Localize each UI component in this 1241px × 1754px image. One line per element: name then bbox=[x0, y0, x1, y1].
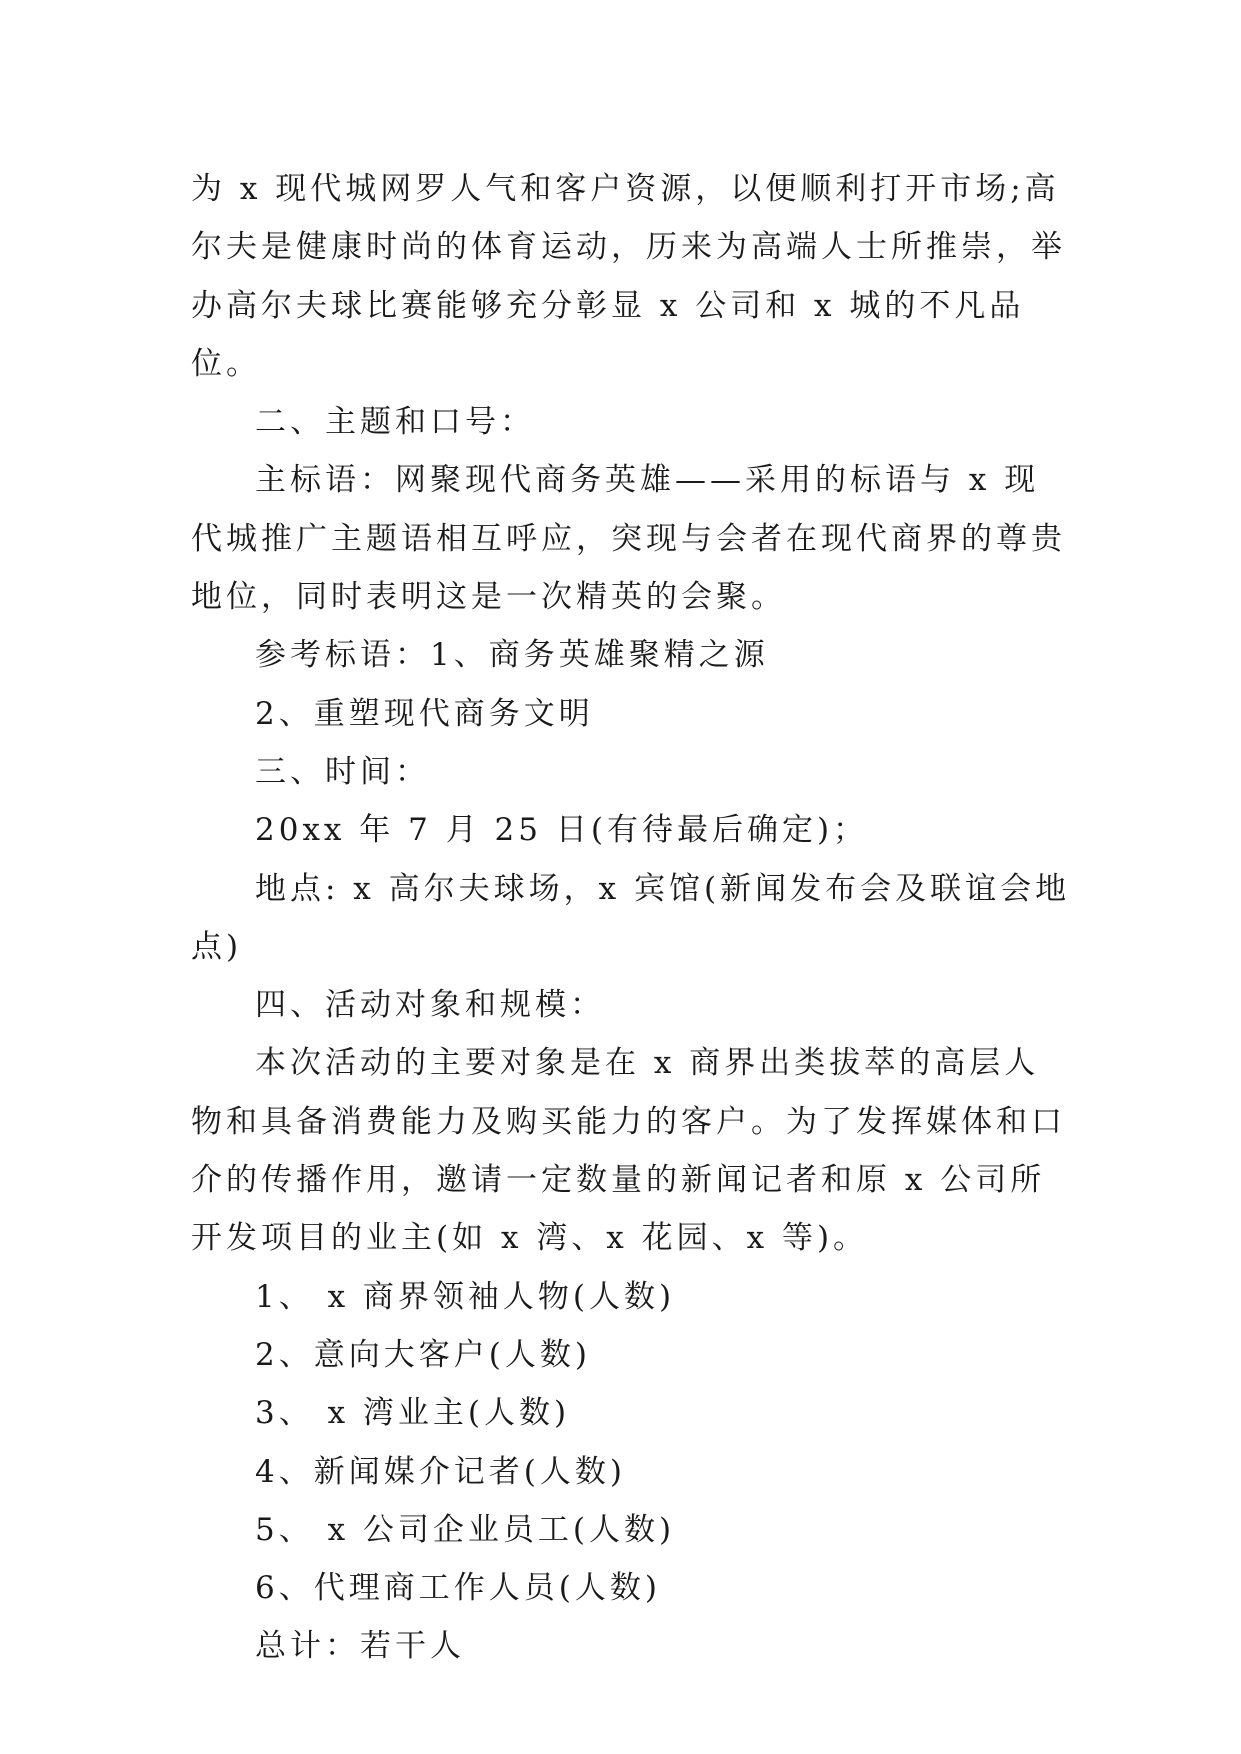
list-item-agent-staff: 6、代理商工作人员(人数) bbox=[255, 1570, 661, 1607]
paragraph-reference-slogan-2: 2、重塑现代商务文明 bbox=[255, 695, 594, 732]
paragraph-main-slogan: 主标语：网聚现代商务英雄——采用的标语与 x 现代城推广主题语相互呼应，突现与会者在现代商界的尊贵地位，同时表明这是一次精英的会聚。 bbox=[191, 462, 1066, 616]
paragraph-total: 总计：若干人 bbox=[255, 1628, 465, 1665]
list-item-journalists: 4、新闻媒介记者(人数) bbox=[255, 1453, 626, 1490]
paragraph-intro-continuation: 为 x 现代城网罗人气和客户资源，以便顺利打开市场;高尔夫是健康时尚的体育运动，历来为高端人士所推崇，举办高尔夫球比赛能够充分彰显 x 公司和 x 城的不凡品位。 bbox=[191, 171, 1066, 382]
paragraph-reference-slogan-1: 参考标语：1、商务英雄聚精之源 bbox=[255, 637, 769, 674]
list-item-company-staff: 5、 x 公司企业员工(人数) bbox=[255, 1511, 676, 1548]
list-item-major-clients: 2、意向大客户(人数) bbox=[255, 1336, 591, 1373]
list-item-business-leaders: 1、 x 商界领袖人物(人数) bbox=[255, 1278, 676, 1315]
paragraph-audience-description: 本次活动的主要对象是在 x 商界出类拔萃的高层人物和具备消费能力及购买能力的客户。为了发挥媒体和口介的传播作用，邀请一定数量的新闻记者和原 x 公司所开发项目的业主(如 x 湾、x 花园、x 等)。 bbox=[191, 1045, 1066, 1257]
heading-theme-and-slogan: 二、主题和口号： bbox=[255, 404, 535, 441]
list-item-bay-owners: 3、 x 湾业主(人数) bbox=[255, 1395, 571, 1432]
paragraph-date: 20xx 年 7 月 25 日(有待最后确定)； bbox=[255, 812, 869, 849]
document-body bbox=[191, 160, 1071, 1676]
heading-time: 三、时间： bbox=[255, 753, 430, 790]
heading-audience-and-scale: 四、活动对象和规模： bbox=[255, 987, 605, 1024]
paragraph-location: 地点: x 高尔夫球场，x 宾馆(新闻发布会及联谊会地点) bbox=[191, 870, 1071, 965]
